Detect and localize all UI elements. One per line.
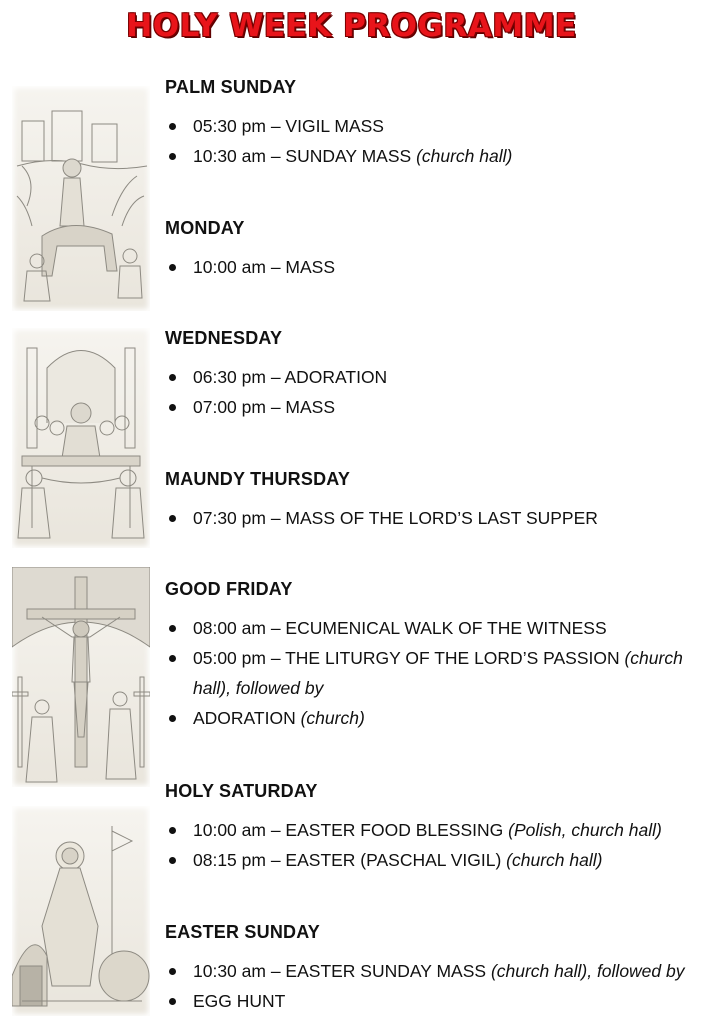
- section-heading: PALM SUNDAY: [165, 77, 297, 97]
- section-heading: MAUNDY THURSDAY: [165, 469, 351, 489]
- last-supper-illustration: [12, 328, 150, 548]
- section-maundy-thursday: [165, 468, 695, 533]
- section-heading: GOOD FRIDAY: [165, 579, 293, 599]
- list-item: 07:00 pm – MASS: [165, 392, 695, 422]
- list-item: 05:00 pm – THE LITURGY OF THE LORD’S PASSION (church hall), followed by: [165, 643, 698, 703]
- section-easter-sunday: [165, 921, 695, 1016]
- section-heading: HOLY SATURDAY: [165, 781, 318, 801]
- section-wednesday: [165, 327, 695, 422]
- palm-sunday-illustration: [12, 86, 150, 311]
- list-item: EGG HUNT: [165, 986, 695, 1016]
- list-item: 10:00 am – MASS: [165, 252, 695, 282]
- section-heading: EASTER SUNDAY: [165, 922, 320, 942]
- crucifixion-illustration: [12, 567, 150, 787]
- list-item: 10:30 am – EASTER SUNDAY MASS (church hall), followed by: [165, 956, 695, 986]
- section-heading: WEDNESDAY: [165, 328, 283, 348]
- list-item: 07:30 pm – MASS OF THE LORD’S LAST SUPPER: [165, 503, 695, 533]
- list-item: 08:15 pm – EASTER (PASCHAL VIGIL) (church hall): [165, 845, 695, 875]
- resurrection-illustration: [12, 806, 150, 1016]
- list-item: 08:00 am – ECUMENICAL WALK OF THE WITNESS: [165, 613, 695, 643]
- list-item: 06:30 pm – ADORATION: [165, 362, 695, 392]
- page-title: HOLY WEEK PROGRAMME: [126, 8, 577, 44]
- list-item: 10:30 am – SUNDAY MASS (church hall): [165, 141, 695, 171]
- section-palm-sunday: [165, 76, 695, 171]
- list-item: ADORATION (church): [165, 703, 695, 733]
- list-item: 05:30 pm – VIGIL MASS: [165, 111, 695, 141]
- section-holy-saturday: [165, 780, 695, 875]
- section-heading: MONDAY: [165, 218, 245, 238]
- section-monday: [165, 217, 695, 282]
- list-item: 10:00 am – EASTER FOOD BLESSING (Polish, church hall): [165, 815, 695, 845]
- section-good-friday: [165, 578, 695, 733]
